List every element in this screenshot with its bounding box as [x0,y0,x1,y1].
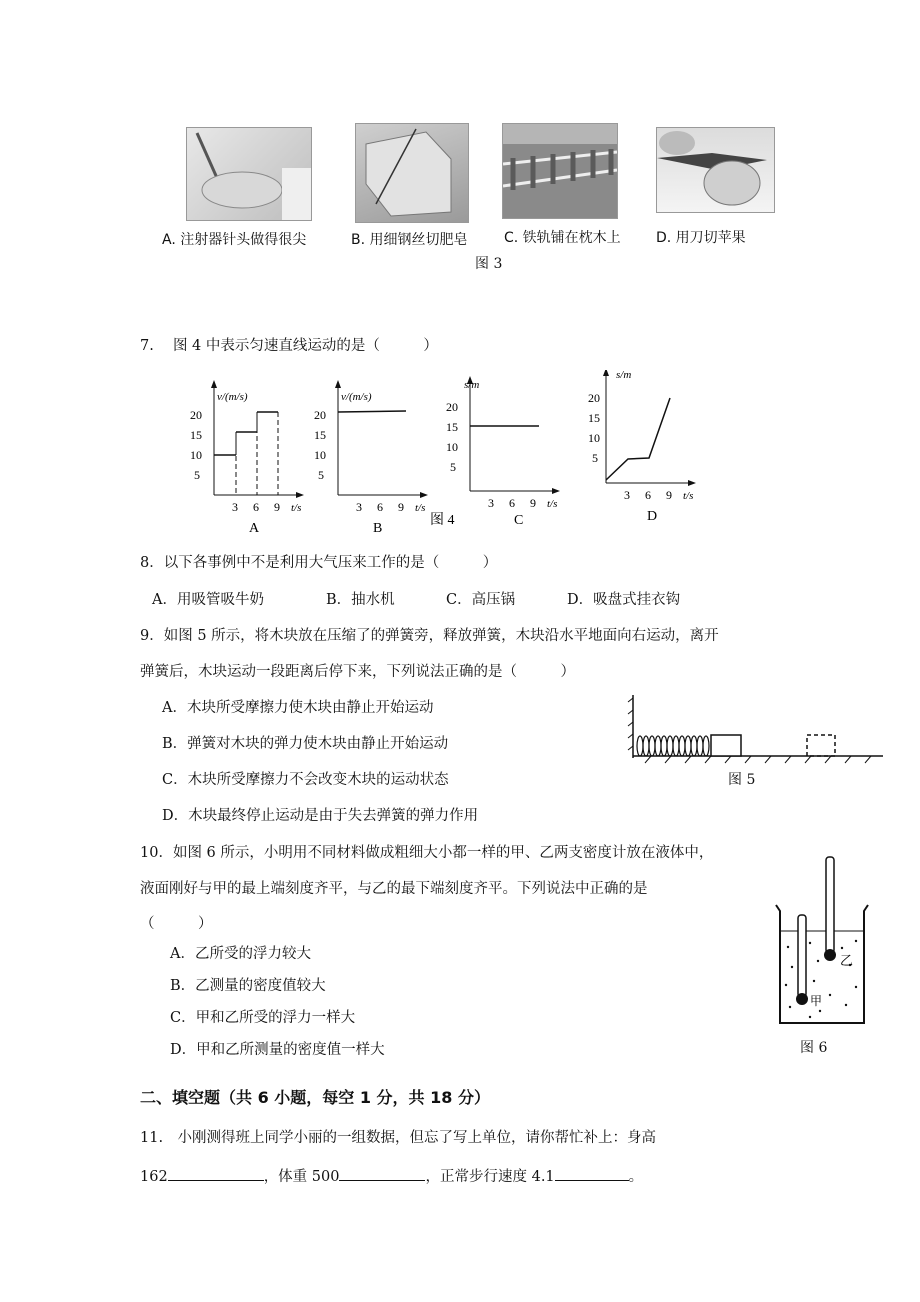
graph-a-xtick-6: 6 [253,500,259,514]
graph-b-xtick-3: 3 [356,500,362,514]
graph-a-ylabel: v/(m/s) [217,391,248,403]
graph-d-ytick-5: 5 [592,451,598,465]
graph-a-xtick-3: 3 [232,500,238,514]
graph-d-ytick-10: 10 [588,431,600,445]
graph-a-xlabel: t/s [291,502,302,514]
fig3-caption-b: B. 用细钢丝切肥皂 [351,232,468,248]
figure-4-graphs [180,370,720,540]
graph-c [446,376,560,528]
railway-photo [502,123,618,219]
q9-option-b: B．弹簧对木块的弹力使木块由静止开始运动 [162,736,449,752]
q10-line2: 液面刚好与甲的最上端刻度齐平，与乙的最下端刻度齐平。下列说法中正确的是 [140,881,648,897]
graph-a-label: A [249,521,260,536]
q11-weight-label: ，体重 500 [263,1169,340,1185]
yi-label: 乙 [840,953,854,968]
fig5-title: 图 5 [728,772,756,788]
fig3-caption-a: A. 注射器针头做得很尖 [162,232,307,248]
graph-b-ytick-15: 15 [314,428,326,442]
graph-c-ytick-15: 15 [446,420,458,434]
q11-end-mark: 。 [628,1169,644,1185]
graph-c-xtick-9: 9 [530,496,536,510]
q10-line3: （ ） [140,916,213,932]
q11-height-value: 162 [140,1169,168,1185]
graph-c-xtick-6: 6 [509,496,515,510]
q10-option-c: C．甲和乙所受的浮力一样大 [170,1010,356,1026]
graph-a-xtick-9: 9 [274,500,280,514]
fig6-title: 图 6 [800,1040,828,1056]
graph-b-xlabel: t/s [415,502,426,514]
q11-blank-weight-unit[interactable] [339,1164,425,1181]
graph-a-ytick-15: 15 [190,428,202,442]
figure-6-hydrometers [770,855,870,1030]
jia-label: 甲 [810,994,823,1008]
fig3-title: 图 3 [475,256,503,272]
graph-b-ytick-20: 20 [314,408,326,422]
graph-c-xlabel: t/s [547,498,558,510]
q9-line1: 9．如图 5 所示，将木块放在压缩了的弹簧旁，释放弹簧，木块沿水平地面向右运动，离开 [140,628,719,644]
q9-option-d: D．木块最终停止运动是由于失去弹簧的弹力作用 [162,808,479,824]
graph-a-ytick-5: 5 [194,468,200,482]
graph-d [588,370,696,524]
graph-d-ytick-15: 15 [588,411,600,425]
graph-d-label: D [647,509,658,524]
q8-option-c: C．高压锅 [446,592,516,608]
q10-option-d: D．甲和乙所测量的密度值一样大 [170,1042,385,1058]
q11-speed-label: ，正常步行速度 4.1 [425,1169,555,1185]
graph-d-xtick-3: 3 [624,488,630,502]
graph-b [314,380,428,536]
q7-text: 7. 图 4 中表示匀速直线运动的是（ ） [140,338,438,354]
q8-option-d: D．吸盘式挂衣钩 [567,592,681,608]
graph-a [190,380,304,536]
graph-c-ylabel: s/m [464,379,480,391]
q8-option-b: B．抽水机 [326,592,395,608]
fig4-title: 图 4 [430,513,455,528]
q11-line1: 11. 小刚测得班上同学小丽的一组数据，但忘了写上单位，请你帮忙补上：身高 [140,1130,657,1146]
figure-5-spring-block [625,690,885,770]
q8-option-a: A．用吸管吸牛奶 [152,592,264,608]
graph-b-xtick-6: 6 [377,500,383,514]
q11-line2 [140,1164,643,1187]
soap-photo [355,123,469,223]
graph-b-ytick-5: 5 [318,468,324,482]
graph-d-xlabel: t/s [683,490,694,502]
q10-option-b: B．乙测量的密度值较大 [170,978,326,994]
syringe-photo [186,127,312,221]
graph-c-xtick-3: 3 [488,496,494,510]
fig3-caption-d: D. 用刀切苹果 [656,230,746,246]
apple-photo [656,127,775,213]
graph-c-label: C [514,513,524,528]
section-2-heading: 二、填空题（共 6 小题，每空 1 分，共 18 分） [140,1088,490,1107]
graph-b-ylabel: v/(m/s) [341,391,372,403]
graph-d-xtick-6: 6 [645,488,651,502]
graph-a-ytick-10: 10 [190,448,202,462]
graph-d-ytick-20: 20 [588,391,600,405]
q10-option-a: A．乙所受的浮力较大 [170,946,311,962]
graph-b-xtick-9: 9 [398,500,404,514]
graph-b-label: B [373,521,383,536]
q9-line2: 弹簧后，木块运动一段距离后停下来，下列说法正确的是（ ） [140,664,575,680]
graph-c-ytick-20: 20 [446,400,458,414]
q11-blank-height-unit[interactable] [168,1164,264,1181]
graph-a-ytick-20: 20 [190,408,202,422]
q9-option-c: C．木块所受摩擦力不会改变木块的运动状态 [162,772,449,788]
graph-b-ytick-10: 10 [314,448,326,462]
graph-d-xtick-9: 9 [666,488,672,502]
graph-c-ytick-10: 10 [446,440,458,454]
q9-option-a: A．木块所受摩擦力使木块由静止开始运动 [162,700,434,716]
q10-line1: 10．如图 6 所示，小明用不同材料做成粗细大小都一样的甲、乙两支密度计放在液体中， [140,845,714,861]
graph-c-ytick-5: 5 [450,460,456,474]
fig3-caption-c: C. 铁轨铺在枕木上 [504,230,621,246]
graph-d-ylabel: s/m [616,370,632,381]
q8-text: 8．以下各事例中不是利用大气压来工作的是（ ） [140,555,498,571]
q11-blank-speed-unit[interactable] [555,1164,629,1181]
